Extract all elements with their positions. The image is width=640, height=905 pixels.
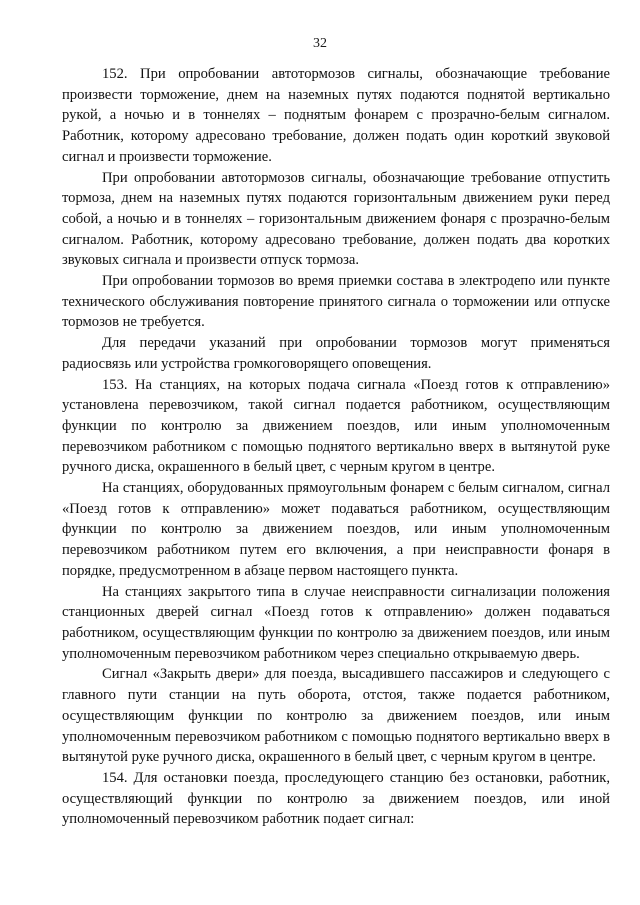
document-body [62, 64, 610, 830]
paragraph-close-doors-signal: Сигнал «Закрыть двери» для поезда, высадившего пассажиров и следующего с главного пути станции на путь оборота, отстоя, также подается работником, осуществляющим функции по контролю за движением поездов, или иным уполномоченным перевозчиком работником с помощью поднятого вертикально вверх в вытянутой руке ручного диска, окрашенного в белый цвет, с черным кругом в центре. [62, 666, 610, 766]
paragraph-closed-station: На станциях закрытого типа в случае неисправности сигнализации положения станционных дверей сигнал «Поезд готов к отправлению» должен подаваться работником, осуществляющим функции по контролю за движением поездов, или иным уполномоченным перевозчиком работником через специально открываемую дверь. [62, 583, 610, 662]
paragraph-depot-testing: При опробовании тормозов во время приемки состава в электродепо или пункте технического обслуживания повторение принятого сигнала о торможении или отпуске тормозов не требуется. [62, 273, 610, 331]
paragraph-154-stop-train: 154. Для остановки поезда, проследующего станцию без остановки, работник, осуществляющий функции по контролю за движением поездов, или иной уполномоченный перевозчиком работник подает сигнал: [62, 769, 610, 828]
paragraph-153-ready-to-depart: 153. На станциях, на которых подача сигнала «Поезд готов к отправлению» установлена перевозчиком, такой сигнал подается работником, осуществляющим функции по контролю за движением поездов, или иным уполномоченным перевозчиком работником с помощью поднятого вертикально вверх в вытянутой руке ручного диска, окрашенного в белый цвет, с черным кругом в центре. [62, 376, 610, 476]
paragraph-152-braking-signal: 152. При опробовании автотормозов сигналы, обозначающие требование произвести торможение, днем на наземных путях подаются поднятой вертикально рукой, а ночью и в тоннелях – поднятым фонарем с прозрачно-белым сигналом. Работник, которому адресовано требование, должен подать один короткий звуковой сигнал и произвести торможение. [62, 66, 610, 165]
page-number: 32 [313, 36, 327, 51]
paragraph-rectangular-lamp: На станциях, оборудованных прямоугольным фонарем с белым сигналом, сигнал «Поезд готов к отправлению» может подаваться работником, осуществляющим функции по контролю за движением поездов, или иным уполномоченным перевозчиком работником путем его включения, а при неисправности фонаря в порядке, предусмотренном в абзаце первом настоящего пункта. [62, 480, 610, 579]
paragraph-brake-release-signal: При опробовании автотормозов сигналы, обозначающие требование отпустить тормоза, днем на наземных путях подаются горизонтальным движением руки перед собой, а ночью и в тоннелях – горизонтальным движением фонаря с прозрачно-белым сигналом. Работник, которому адресовано требование, должен подать два коротких звуковых сигнала и произвести отпуск тормоза. [62, 169, 610, 269]
paragraph-radio-communication: Для передачи указаний при опробовании тормозов могут применяться радиосвязь или устройства громкоговорящего оповещения. [62, 335, 610, 372]
